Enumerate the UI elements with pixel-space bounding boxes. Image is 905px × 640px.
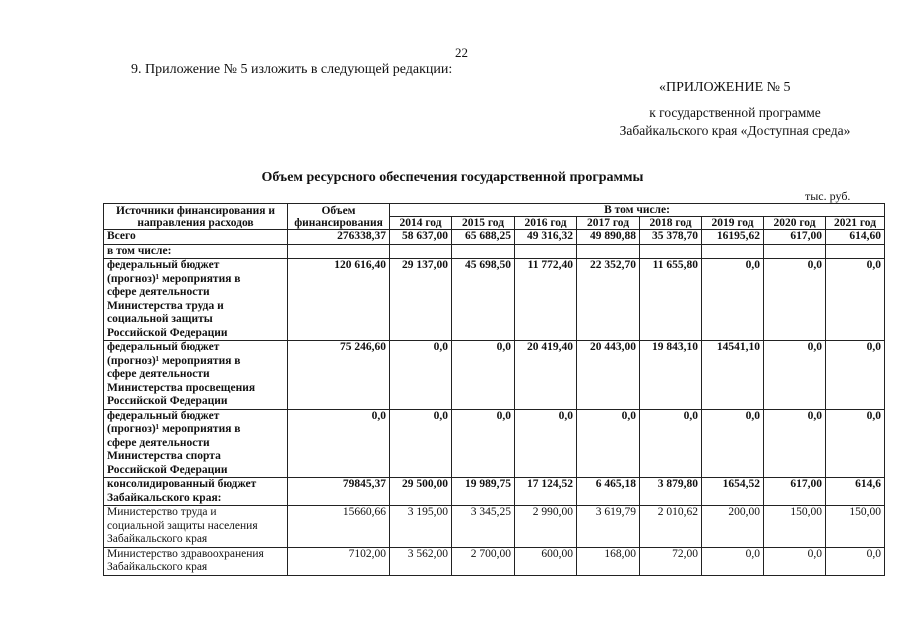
- row-year-value: 0,0: [390, 409, 452, 478]
- row-source-line: Забайкальского края: [107, 533, 208, 545]
- row-year-value: 22 352,70: [577, 259, 640, 341]
- row-year-value: [577, 244, 640, 259]
- row-year-value: 0,0: [577, 409, 640, 478]
- row-year-value: [640, 244, 702, 259]
- header-including: В том числе:: [390, 204, 885, 217]
- row-year-value: 0,0: [826, 409, 885, 478]
- row-year-value: 11 655,80: [640, 259, 702, 341]
- row-source-line: Министерство здравоохранения: [107, 547, 264, 560]
- row-source-line: Российской Федерации: [107, 326, 228, 339]
- table-row: [104, 409, 885, 478]
- row-year-value: 2 700,00: [452, 547, 515, 575]
- row-year-value: 3 562,00: [390, 547, 452, 575]
- page-number: 22: [455, 45, 468, 60]
- header-year: 2018 год: [640, 217, 702, 230]
- row-source-line: Министерство труда и: [107, 506, 217, 518]
- row-year-value: [515, 244, 577, 259]
- row-year-value: 2 010,62: [640, 506, 702, 548]
- row-source: [104, 478, 288, 506]
- header-volume: [288, 204, 390, 230]
- header-year: 2021 год: [826, 217, 885, 230]
- row-year-value: 11 772,40: [515, 259, 577, 341]
- row-source-line: сфере деятельности: [107, 368, 210, 380]
- header-year: 2019 год: [702, 217, 764, 230]
- row-source: [104, 341, 288, 410]
- row-volume: 276338,37: [288, 230, 390, 245]
- header-row: [104, 204, 885, 217]
- row-source-line: сфере деятельности: [107, 436, 210, 449]
- row-year-value: 65 688,25: [452, 230, 515, 245]
- row-year-value: 168,00: [577, 547, 640, 575]
- row-year-value: 45 698,50: [452, 259, 515, 341]
- row-source-line: федеральный бюджет: [107, 341, 220, 353]
- header-year: 2020 год: [764, 217, 826, 230]
- row-year-value: 49 316,32: [515, 230, 577, 245]
- annex-subtitle: [609, 104, 861, 140]
- row-source-line: Министерства спорта: [107, 450, 221, 462]
- row-year-value: 0,0: [640, 409, 702, 478]
- row-year-value: [390, 244, 452, 259]
- header-source: [104, 204, 288, 230]
- row-source: [104, 547, 288, 575]
- row-year-value: 35 378,70: [640, 230, 702, 245]
- row-year-value: 3 345,25: [452, 506, 515, 548]
- row-volume: 120 616,40: [288, 259, 390, 341]
- row-year-value: 29 500,00: [390, 478, 452, 506]
- row-year-value: 150,00: [764, 506, 826, 548]
- row-year-value: 72,00: [640, 547, 702, 575]
- row-year-value: 29 137,00: [390, 259, 452, 341]
- row-source-line: консолидированный бюджет: [107, 478, 257, 490]
- table-row: [104, 506, 885, 548]
- funding-table: [103, 203, 885, 576]
- table-row: [104, 230, 885, 245]
- row-year-value: 0,0: [826, 259, 885, 341]
- row-year-value: 617,00: [764, 230, 826, 245]
- annex-subtitle-line: к государственной программе: [649, 105, 821, 120]
- row-source-line: Министерства просвещения: [107, 381, 256, 394]
- row-year-value: 600,00: [515, 547, 577, 575]
- row-source-line: Всего: [107, 230, 136, 242]
- row-year-value: 614,6: [826, 478, 885, 506]
- row-year-value: 614,60: [826, 230, 885, 245]
- row-source: [104, 230, 288, 245]
- row-year-value: 3 619,79: [577, 506, 640, 548]
- row-source-line: федеральный бюджет: [107, 409, 220, 422]
- row-year-value: 0,0: [826, 341, 885, 410]
- row-volume: 75 246,60: [288, 341, 390, 410]
- row-year-value: [702, 244, 764, 259]
- row-year-value: [452, 244, 515, 259]
- row-year-value: 16195,62: [702, 230, 764, 245]
- row-year-value: 0,0: [390, 341, 452, 410]
- row-year-value: 49 890,88: [577, 230, 640, 245]
- row-year-value: 0,0: [702, 409, 764, 478]
- row-source-line: социальной защиты населения: [107, 519, 258, 532]
- row-year-value: 58 637,00: [390, 230, 452, 245]
- row-volume: 7102,00: [288, 547, 390, 575]
- row-volume: 79845,37: [288, 478, 390, 506]
- header-year: 2015 год: [452, 217, 515, 230]
- row-source-line: социальной защиты: [107, 313, 213, 325]
- row-year-value: 17 124,52: [515, 478, 577, 506]
- row-year-value: 0,0: [515, 409, 577, 478]
- row-year-value: 0,0: [702, 259, 764, 341]
- table-title: Объем ресурсного обеспечения государственной программы: [261, 170, 644, 185]
- row-year-value: 0,0: [764, 259, 826, 341]
- row-year-value: 19 843,10: [640, 341, 702, 410]
- header-volume-line: Объем: [321, 204, 356, 217]
- row-source-line: (прогноз)¹ мероприятия в: [107, 423, 241, 435]
- row-year-value: 617,00: [764, 478, 826, 506]
- table-row: [104, 259, 885, 341]
- header-year: 2014 год: [390, 217, 452, 230]
- row-source: [104, 506, 288, 548]
- row-source-line: Российской Федерации: [107, 395, 228, 407]
- amendment-item: 9. Приложение № 5 изложить в следующей редакции:: [131, 62, 453, 77]
- row-year-value: 3 879,80: [640, 478, 702, 506]
- row-source-line: Министерства труда и: [107, 299, 224, 312]
- row-year-value: 150,00: [826, 506, 885, 548]
- header-source-line: направления расходов: [137, 216, 254, 229]
- row-volume: [288, 244, 390, 259]
- table-row: [104, 478, 885, 506]
- row-source-line: Забайкальского края:: [107, 491, 222, 504]
- row-volume: 15660,66: [288, 506, 390, 548]
- header-year: 2017 год: [577, 217, 640, 230]
- row-year-value: 2 990,00: [515, 506, 577, 548]
- header-source-line: Источники финансирования и: [116, 204, 275, 217]
- row-year-value: 20 419,40: [515, 341, 577, 410]
- row-year-value: 0,0: [764, 547, 826, 575]
- row-source: [104, 409, 288, 478]
- table-row: [104, 244, 885, 259]
- row-source-line: (прогноз)¹ мероприятия в: [107, 272, 241, 285]
- annex-title: «ПРИЛОЖЕНИЕ № 5: [659, 80, 791, 95]
- row-year-value: 0,0: [452, 409, 515, 478]
- row-year-value: [826, 244, 885, 259]
- row-year-value: 0,0: [702, 547, 764, 575]
- row-year-value: 1654,52: [702, 478, 764, 506]
- header-volume-line: финансирования: [294, 216, 383, 229]
- row-year-value: 0,0: [764, 409, 826, 478]
- row-source-line: сфере деятельности: [107, 286, 210, 298]
- row-year-value: 0,0: [826, 547, 885, 575]
- table-row: [104, 341, 885, 410]
- row-year-value: 0,0: [452, 341, 515, 410]
- row-year-value: 14541,10: [702, 341, 764, 410]
- row-source-line: Российской Федерации: [107, 463, 228, 476]
- row-year-value: 3 195,00: [390, 506, 452, 548]
- row-year-value: [764, 244, 826, 259]
- row-year-value: 0,0: [764, 341, 826, 410]
- annex-subtitle-line: Забайкальского края «Доступная среда»: [619, 123, 851, 138]
- row-source-line: в том числе:: [107, 244, 172, 257]
- row-source-line: Забайкальского края: [107, 561, 208, 573]
- row-year-value: 19 989,75: [452, 478, 515, 506]
- row-year-value: 20 443,00: [577, 341, 640, 410]
- header-year: 2016 год: [515, 217, 577, 230]
- row-volume: 0,0: [288, 409, 390, 478]
- table-row: [104, 547, 885, 575]
- row-source: [104, 244, 288, 259]
- row-year-value: 200,00: [702, 506, 764, 548]
- row-source: [104, 259, 288, 341]
- row-year-value: 6 465,18: [577, 478, 640, 506]
- row-source-line: федеральный бюджет: [107, 259, 220, 271]
- row-source-line: (прогноз)¹ мероприятия в: [107, 354, 241, 367]
- units-label: тыс. руб.: [805, 189, 851, 203]
